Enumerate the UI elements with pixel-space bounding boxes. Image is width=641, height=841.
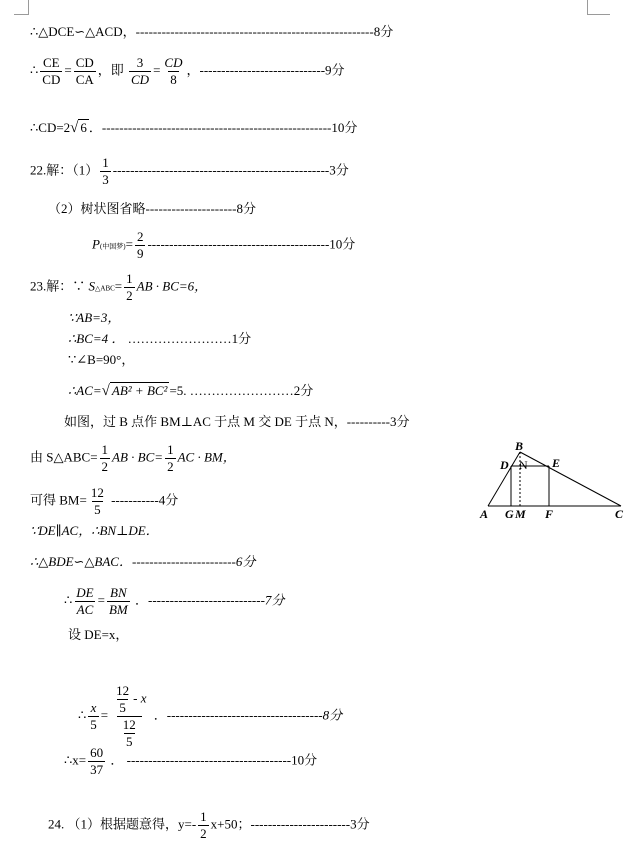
page-corner-mark-left [14, 0, 29, 15]
question-label: 23.解：∵ [30, 278, 86, 294]
score: 6分 [235, 554, 256, 569]
score-leader: ------------------------------------ [166, 707, 323, 723]
denominator: 37 [90, 762, 104, 777]
line-ab [68, 310, 120, 326]
therefore-symbol: ∴ [64, 592, 73, 608]
score-leader: ------------------------ [131, 554, 236, 569]
numerator: CD [164, 55, 183, 70]
numerator: 1 [102, 155, 109, 170]
fraction-bn-bm [107, 586, 130, 617]
statement: ∴△DCE∽△ACD， [30, 24, 136, 39]
radical-sign: √ [70, 120, 79, 136]
line-proportion: ∴ $\frac{DE}{AC}$ = $\frac{BN}{BM}$ ．---------------------------7分 [64, 585, 285, 617]
fraction-1-3 [100, 156, 111, 187]
page-corner-mark-right [587, 0, 610, 15]
fraction-1-2 [198, 810, 209, 841]
numerator: 1 [200, 809, 207, 824]
equals: = [125, 236, 133, 252]
score-leader: ----------------------- [250, 816, 351, 832]
score: 10分 [331, 120, 358, 135]
score: 3分 [350, 816, 370, 832]
numerator: DE [76, 585, 94, 600]
denominator: 5 [126, 734, 133, 749]
line-bm [30, 486, 178, 517]
line-angle-b [68, 352, 134, 368]
statement: 设 DE=x， [68, 627, 129, 642]
statement: ∴△BDE∽△BAC． [30, 554, 132, 569]
score: 8分 [236, 201, 256, 216]
line-q22-part2 [48, 201, 256, 217]
statement: ∴BC=4 ． [68, 331, 125, 346]
label-a: A [480, 507, 489, 521]
therefore-symbol: ∴ [78, 707, 87, 723]
label-b: B [515, 439, 524, 453]
numerator: 1 [101, 442, 109, 457]
score: 9分 [325, 62, 345, 78]
score: 1分 [231, 331, 252, 346]
line-bc [68, 331, 251, 347]
label-m: M [515, 507, 526, 521]
fraction-12-5 [114, 684, 131, 715]
line-probability [92, 230, 355, 261]
denominator: 2 [167, 459, 174, 474]
statement: ∵AB=3， [68, 310, 121, 325]
line-x-value [64, 746, 317, 777]
period: ． [135, 592, 149, 608]
area-symbol: S [88, 278, 96, 294]
score-leader: --------------------- [145, 201, 237, 216]
line-area-equation [30, 443, 236, 474]
numerator: 60 [90, 745, 104, 760]
score-leader: …………………… [189, 383, 294, 398]
score-leader: ---------- [346, 414, 391, 429]
numerator: 3 [136, 55, 144, 70]
line-similar [30, 554, 255, 570]
result: =5. [169, 383, 187, 398]
probability-symbol: P [92, 236, 100, 252]
connector: ，即 [97, 62, 124, 78]
fraction-12-5 [89, 486, 106, 517]
statement: ∵DE∥AC，∴BN⊥DE． [30, 523, 159, 538]
minus-x: - x [133, 690, 147, 706]
fraction-1-2 [100, 443, 111, 474]
expression: AC · BM， [177, 449, 236, 465]
numerator: 12 [116, 683, 130, 698]
triangle-figure [475, 438, 635, 524]
denominator: 2 [126, 288, 133, 303]
line-construction [64, 414, 410, 430]
numerator: CE [43, 55, 60, 70]
fraction-cd-8 [162, 56, 184, 87]
numerator: 2 [136, 229, 144, 244]
line-solve-equation [78, 684, 342, 749]
score-leader: -------------------------------------- [126, 752, 292, 768]
fraction-12-5 [121, 718, 138, 749]
score-leader: -------------------------------------------------- [112, 162, 330, 178]
denominator: 5 [94, 502, 101, 517]
line-dce-acd [30, 24, 393, 40]
denominator: CD [131, 72, 150, 87]
period: ． [153, 707, 167, 723]
numerator: x [90, 700, 97, 715]
score: 8分 [373, 24, 394, 39]
fraction-60-37 [88, 746, 105, 777]
score-leader: ----------------------------------------------------- [101, 120, 332, 135]
denominator: 5 [119, 700, 126, 715]
coefficient: 2 [63, 120, 71, 135]
score-leader: ----------------------------- [199, 62, 326, 78]
equals: = [100, 707, 109, 723]
line-cd-value [30, 120, 357, 136]
equals: = [114, 278, 123, 294]
radical-sign: √ [101, 383, 110, 399]
fraction-de-ac [74, 586, 95, 617]
fraction-cd-ca [74, 56, 96, 87]
question-label: 24. （1）根据题意得，y=- [48, 816, 197, 832]
fraction-1-2 [165, 443, 176, 474]
line-q24 [48, 810, 370, 841]
label-e: E [552, 456, 561, 470]
numerator: 12 [90, 485, 104, 500]
line-ac [68, 383, 313, 399]
score: 3分 [390, 414, 410, 429]
score: 8分 [322, 707, 343, 723]
score: 10分 [329, 236, 356, 252]
statement: ∴CD= [30, 120, 64, 135]
numerator: 1 [126, 271, 133, 286]
period: ． [88, 120, 102, 135]
denominator: 9 [136, 246, 144, 261]
side-bc [520, 452, 621, 506]
complex-denominator [117, 716, 142, 749]
radicand: 6 [80, 120, 87, 135]
label-d: D [500, 458, 509, 472]
score: 2分 [293, 383, 314, 398]
score-leader: ----------- [111, 492, 159, 508]
question-label: 22.解：（1） [30, 162, 99, 178]
fraction-2-9 [135, 230, 146, 261]
numerator: 12 [122, 717, 136, 732]
numerator: CD [75, 55, 94, 70]
score: 10分 [291, 752, 318, 768]
fraction-3-cd [129, 56, 151, 87]
statement: （2）树状图省略 [48, 201, 146, 216]
therefore-symbol: ∴ [30, 62, 39, 78]
line-q23-start [30, 272, 207, 303]
statement: ∴AC= [68, 383, 102, 398]
label-g: G [505, 507, 514, 521]
area-subscript: △ABC [95, 284, 115, 293]
score: 7分 [264, 592, 285, 608]
score-leader: --------------------------- [148, 592, 265, 608]
statement: 由 S△ABC= [30, 449, 98, 465]
label-c: C [615, 507, 624, 521]
denominator: 3 [102, 172, 109, 187]
denominator: CD [42, 72, 61, 87]
line-parallel [30, 523, 159, 539]
expression: AB · BC= [112, 449, 164, 465]
denominator: 2 [101, 459, 109, 474]
probability-subscript: (中国梦) [99, 242, 126, 251]
statement: 如图，过 B 点作 BM⊥AC 于点 M 交 DE 于点 N， [64, 414, 347, 429]
denominator: 5 [90, 717, 97, 732]
line-q22-part1 [30, 156, 349, 187]
label-f: F [545, 507, 554, 521]
expression: x+50； [210, 816, 251, 832]
statement: 可得 BM= [30, 492, 87, 508]
score-leader: …………………… [127, 331, 232, 346]
denominator: BM [108, 602, 128, 617]
fraction-1-2 [124, 272, 135, 303]
score: 3分 [329, 162, 349, 178]
radicand: AB² + BC² [111, 383, 168, 398]
label-n: N [519, 458, 528, 472]
score-leader: ------------------------------------------ [147, 236, 330, 252]
denominator: AC [76, 602, 94, 617]
statement: ∵∠B=90°， [68, 352, 135, 367]
comma: ， [186, 62, 200, 78]
line-ratio: ∴ $\frac{CE}{CD}$ = $\frac{CD}{CA}$ ，即 $\frac{3}{CD}$ = $\frac{CD}{8}$ ，-----------------------------9分 [30, 55, 345, 87]
fraction-ce-cd [40, 56, 62, 87]
complex-numerator [110, 684, 148, 716]
denominator: CA [75, 72, 94, 87]
denominator: 2 [200, 826, 207, 841]
complex-fraction [110, 684, 148, 749]
score-leader: ------------------------------------------------------- [135, 24, 374, 39]
score: 4分 [158, 492, 179, 508]
numerator: 1 [167, 442, 174, 457]
numerator: BN [110, 585, 127, 600]
fraction-x-5 [88, 701, 99, 732]
denominator: 8 [170, 72, 177, 87]
statement: ∴x= [64, 752, 87, 768]
line-let-de [68, 627, 128, 643]
period: ． [110, 752, 124, 768]
expression: AB · BC=6， [136, 278, 208, 294]
